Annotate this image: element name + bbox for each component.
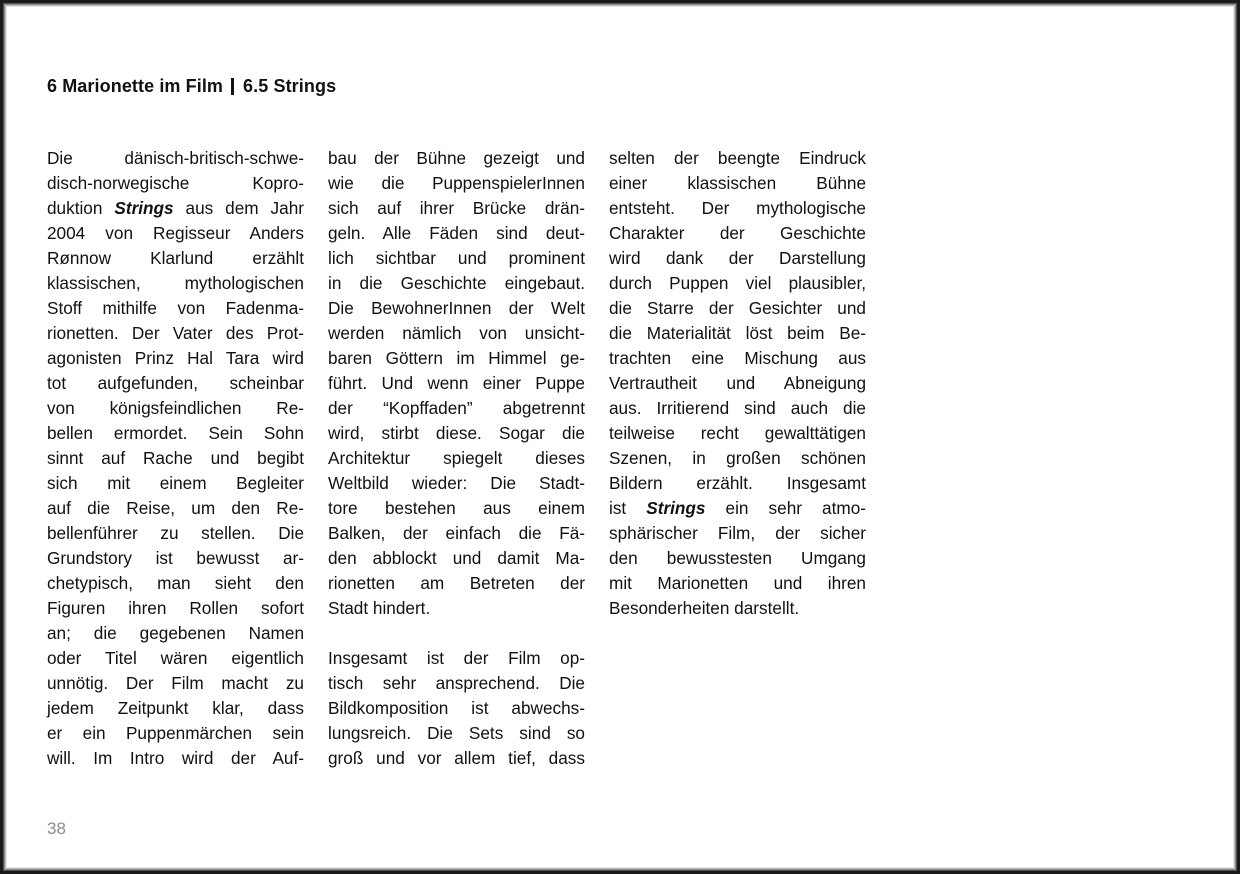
film-title: Strings [646, 498, 706, 518]
text-line: bellenführer zu stellen. Die [47, 523, 304, 543]
text-line: Charakter der Geschichte [609, 223, 866, 243]
running-header [47, 76, 336, 97]
text-line: Die BewohnerInnen der Welt [328, 298, 585, 318]
text-line: Balken, der einfach die Fä- [328, 523, 585, 543]
text-line: wie die PuppenspielerInnen [328, 173, 585, 193]
text-line: Rønnow Klarlund erzählt [47, 248, 304, 268]
film-title: Strings [114, 198, 174, 218]
text-line: sich mit einem Begleiter [47, 473, 304, 493]
text-line: den bewusstesten Umgang [609, 548, 866, 568]
text-line: tisch sehr ansprechend. Die [328, 673, 585, 693]
text-line: Insgesamt ist der Film op- [328, 648, 585, 668]
text-line: ist Strings ein sehr atmo- [609, 498, 866, 518]
text-column-1 [47, 146, 304, 771]
text-line: will. Im Intro wird der Auf- [47, 748, 304, 768]
text-line: groß und vor allem tief, dass [328, 748, 585, 768]
text-line: chetypisch, man sieht den [47, 573, 304, 593]
text-line: an; die gegebenen Namen [47, 623, 304, 643]
text-line: rionetten am Betreten der [328, 573, 585, 593]
text-line: führt. Und wenn einer Puppe [328, 373, 585, 393]
text-line: jedem Zeitpunkt klar, dass [47, 698, 304, 718]
text-line: Weltbild wieder: Die Stadt- [328, 473, 585, 493]
text-line: bau der Bühne gezeigt und [328, 148, 585, 168]
text-line: Die dänisch-britisch-schwe- [47, 148, 304, 168]
text-line: Szenen, in großen schönen [609, 448, 866, 468]
section-title: 6.5 Strings [243, 76, 337, 96]
text-line: tore bestehen aus einem [328, 498, 585, 518]
text-line: 2004 von Regisseur Anders [47, 223, 304, 243]
text-line: Besonderheiten darstellt. [609, 598, 800, 618]
text-line: lungsreich. Die Sets sind so [328, 723, 585, 743]
text-line: selten der beengte Eindruck [609, 148, 866, 168]
text-line: mit Marionetten und ihren [609, 573, 866, 593]
paragraph-break [328, 621, 585, 646]
text-line: wird dank der Darstellung [609, 248, 866, 268]
text-line: Stadt hindert. [328, 598, 431, 618]
text-line: in die Geschichte eingebaut. [328, 273, 585, 293]
text-line: die Materialität löst beim Be- [609, 323, 866, 343]
text-line: unnötig. Der Film macht zu [47, 673, 304, 693]
text-line: oder Titel wären eigentlich [47, 648, 304, 668]
text-line: Grundstory ist bewusst ar- [47, 548, 304, 568]
text-line: bellen ermordet. Sein Sohn [47, 423, 304, 443]
text-line: die Starre der Gesichter und [609, 298, 866, 318]
text-line: auf die Reise, um den Re- [47, 498, 304, 518]
text-line: teilweise recht gewalttätigen [609, 423, 866, 443]
text-line: aus. Irritierend sind auch die [609, 398, 866, 418]
text-line: disch-norwegische Kopro- [47, 173, 304, 193]
text-line: agonisten Prinz Hal Tara wird [47, 348, 304, 368]
text-line: baren Göttern im Himmel ge- [328, 348, 585, 368]
text-line: entsteht. Der mythologische [609, 198, 866, 218]
text-line: Bildern erzählt. Insgesamt [609, 473, 866, 493]
text-line: werden nämlich von unsicht- [328, 323, 585, 343]
text-line: sich auf ihrer Brücke drän- [328, 198, 585, 218]
text-line: geln. Alle Fäden sind deut- [328, 223, 585, 243]
text-line: Vertrautheit und Abneigung [609, 373, 866, 393]
text-line: er ein Puppenmärchen sein [47, 723, 304, 743]
text-line: trachten eine Mischung aus [609, 348, 866, 368]
text-line: sinnt auf Rache und begibt [47, 448, 304, 468]
text-column-3 [609, 146, 866, 621]
text-line: durch Puppen viel plausibler, [609, 273, 866, 293]
text-line: tot aufgefunden, scheinbar [47, 373, 304, 393]
text-line: rionetten. Der Vater des Prot- [47, 323, 304, 343]
text-line: den abblockt und damit Ma- [328, 548, 585, 568]
text-line: der “Kopffaden” abgetrennt [328, 398, 585, 418]
text-line: lich sichtbar und prominent [328, 248, 585, 268]
page-number: 38 [47, 819, 66, 838]
text-line: klassischen, mythologischen [47, 273, 304, 293]
chapter-title: 6 Marionette im Film [47, 76, 224, 96]
text-line: wird, stirbt diese. Sogar die [328, 423, 585, 443]
text-line: Bildkomposition ist abwechs- [328, 698, 585, 718]
text-column-2 [328, 146, 585, 771]
header-separator [231, 78, 234, 95]
text-line: duktion Strings aus dem Jahr [47, 198, 304, 218]
text-line: Architektur spiegelt dieses [328, 448, 585, 468]
text-line: sphärischer Film, der sicher [609, 523, 866, 543]
text-line: von königsfeindlichen Re- [47, 398, 304, 418]
text-line: einer klassischen Bühne [609, 173, 866, 193]
text-line: Stoff mithilfe von Fadenma- [47, 298, 304, 318]
text-line: Figuren ihren Rollen sofort [47, 598, 304, 618]
